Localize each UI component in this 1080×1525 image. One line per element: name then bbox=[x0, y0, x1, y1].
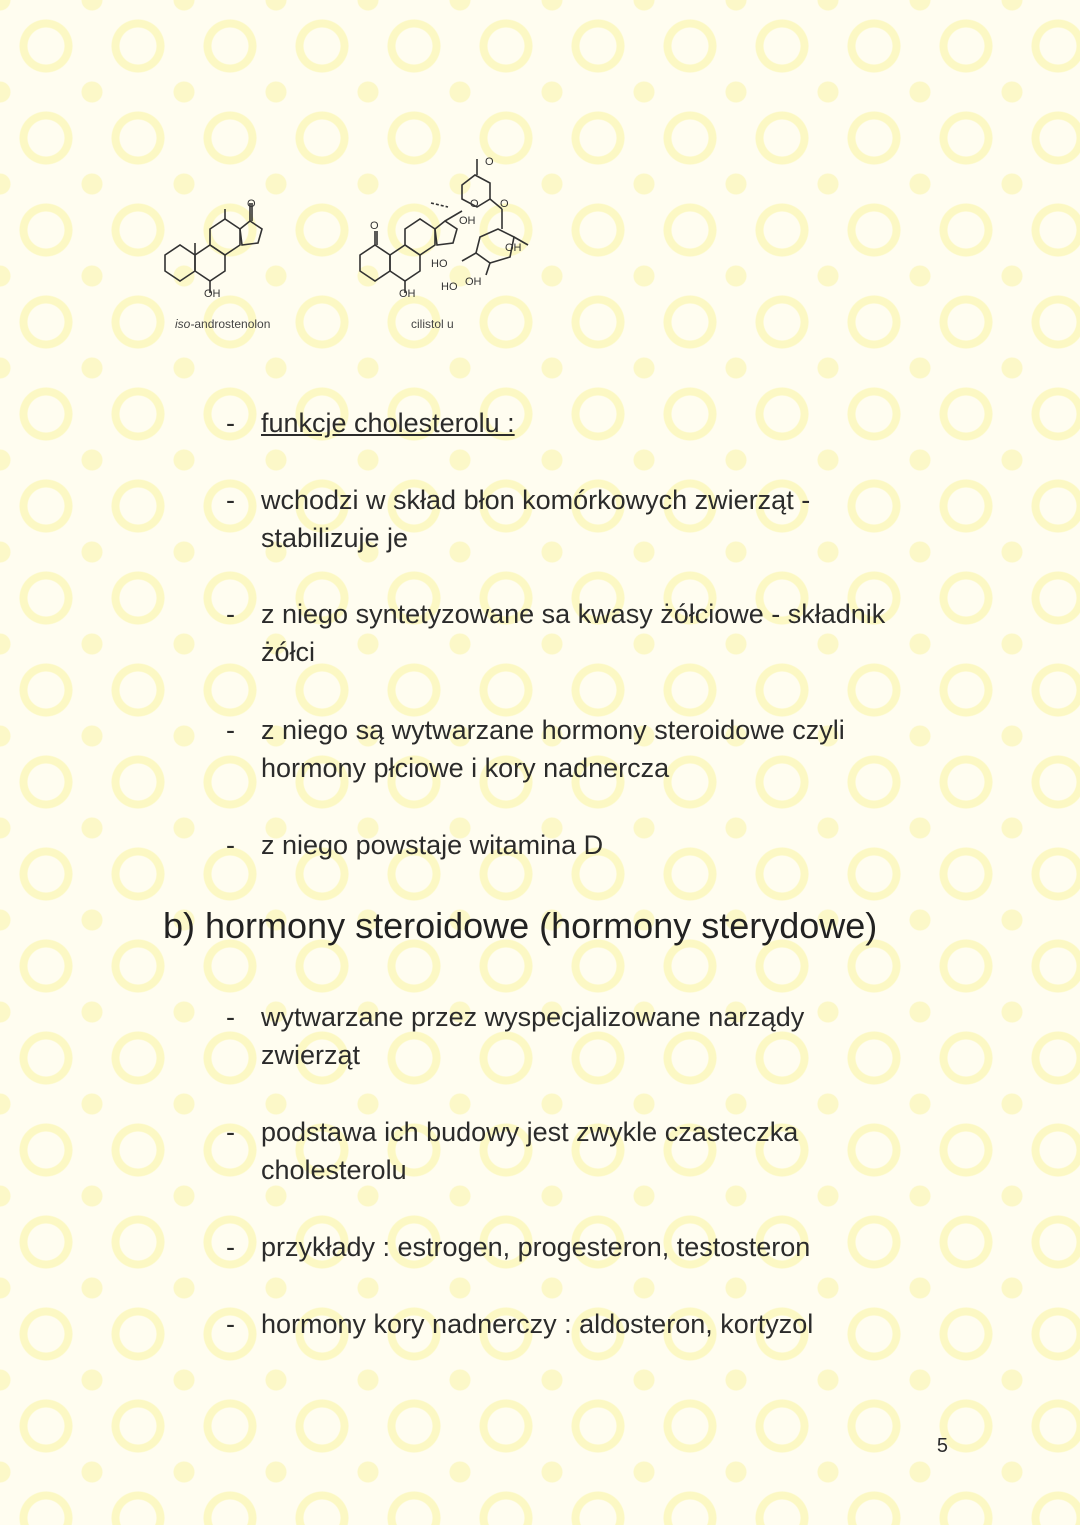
bullet-dash: - bbox=[226, 599, 235, 629]
oh-label: OH bbox=[459, 215, 476, 227]
oh-label: OH bbox=[505, 242, 522, 254]
list-item-text: przykłady : estrogen, progesteron, testosteron bbox=[261, 1232, 811, 1262]
bullet-dash: - bbox=[226, 485, 235, 515]
o-label: O bbox=[500, 198, 509, 210]
bullet-dash: - bbox=[226, 1117, 235, 1147]
list-item bbox=[226, 826, 946, 864]
list-item-text: wchodzi w skład błon komórkowych zwierząt - stabilizuje je bbox=[261, 485, 811, 553]
list-item bbox=[226, 1113, 946, 1189]
steroid-structures-drawing bbox=[150, 145, 560, 345]
ho-label: HO bbox=[431, 258, 448, 270]
list-item bbox=[226, 711, 946, 787]
list-item bbox=[226, 481, 946, 557]
list-item bbox=[226, 998, 946, 1074]
left-structure-caption: iso-androstenolon bbox=[175, 317, 271, 331]
list-item-text: wytwarzane przez wyspecjalizowane narządy zwierząt bbox=[261, 1002, 805, 1070]
o-label: O bbox=[485, 156, 494, 168]
o-label: O bbox=[470, 198, 479, 210]
right-structure-caption: cilistol u bbox=[411, 317, 454, 331]
list-item-text: hormony kory nadnerczy : aldosteron, kortyzol bbox=[261, 1309, 814, 1339]
list-item bbox=[226, 1228, 946, 1266]
o-label: O bbox=[370, 220, 379, 232]
list-item-text: z niego syntetyzowane sa kwasy żółciowe - składnik żółci bbox=[261, 599, 886, 667]
cholesterol-functions-heading bbox=[226, 404, 946, 442]
oh-label: OH bbox=[399, 288, 416, 300]
o-label: O bbox=[247, 198, 256, 210]
oh-label: OH bbox=[204, 288, 221, 300]
page-number: 5 bbox=[936, 1435, 948, 1457]
list-item-text: z niego są wytwarzane hormony steroidowe czyli hormony płciowe i kory nadnercza bbox=[261, 715, 845, 783]
list-item bbox=[226, 595, 946, 671]
oh-label: OH bbox=[465, 276, 482, 288]
section-b-title: b) hormony steroidowe (hormony sterydowe) bbox=[163, 905, 878, 946]
bullet-dash: - bbox=[226, 1232, 235, 1262]
bullet-dash: - bbox=[226, 1002, 235, 1032]
bullet-dash: - bbox=[226, 830, 235, 860]
list-item-text: z niego powstaje witamina D bbox=[261, 830, 604, 860]
bullet-dash: - bbox=[226, 1309, 235, 1339]
bullet-dash: - bbox=[226, 408, 235, 438]
list-item bbox=[226, 1305, 946, 1343]
cholesterol-functions-title: funkcje cholesterolu : bbox=[261, 408, 515, 438]
bullet-dash: - bbox=[226, 715, 235, 745]
ho-label: HO bbox=[441, 281, 458, 293]
list-item-text: podstawa ich budowy jest zwykle czasteczka cholesterolu bbox=[261, 1117, 799, 1185]
chemical-structures bbox=[150, 145, 560, 345]
